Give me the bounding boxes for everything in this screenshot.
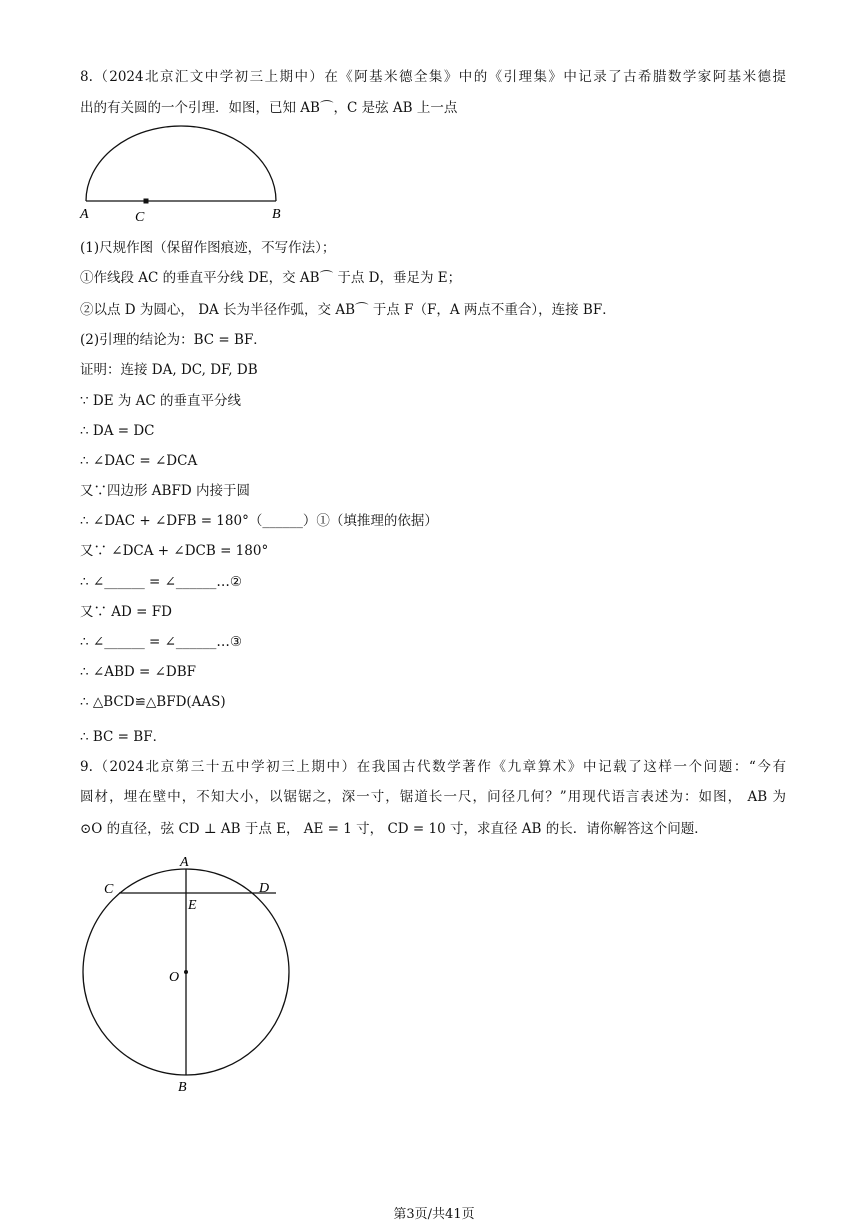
point-c [144,199,149,204]
q8-intro-line1: 8.（2024北京汇文中学初三上期中）在《阿基米德全集》中的《引理集》中记录了古希腊数学家阿基米德提 [80,69,786,85]
proof-line-blank-1: ∴ ∠DAC + ∠DFB = 180°（______）①（填推理的依据） [80,513,438,529]
page-number: 第3页/共41页 [393,1207,475,1222]
proof-line: ∴ ∠DAC = ∠DCA [80,453,198,469]
label-b: B [272,207,281,222]
proof-line-blank-3: ∴ ∠______ = ∠______…③ [80,634,242,650]
q8-intro-line2: 出的有关圆的一个引理．如图，已知 AB⌒，C 是弦 AB 上一点 [80,100,458,116]
proof-line: 又∵ AD = FD [80,604,172,620]
label-c: C [135,210,145,224]
q8-part1-title: (1)尺规作图（保留作图痕迹，不写作法）； [80,240,336,256]
proof-line: 证明：连接 DA, DC, DF, DB [80,362,258,378]
q9-line2: 圆材，埋在壁中，不知大小，以锯锯之，深一寸，锯道长一尺，问径几何？”用现代语言表述为：如图， AB 为 [80,789,786,805]
label-o: O [169,970,180,985]
proof-line: ∴ BC = BF． [80,729,167,745]
label-d: D [259,881,270,896]
arc-ab [86,126,276,201]
proof-line: 又∵ ∠DCA + ∠DCB = 180° [80,543,269,559]
label-a: A [80,207,89,222]
proof-line: ∴ ∠ABD = ∠DBF [80,664,197,680]
proof-line: ∴ DA = DC [80,423,155,439]
label-e: E [188,898,197,913]
q9-circle-figure [76,852,298,1096]
label-b: B [178,1080,187,1095]
q9-line3: ⊙O 的直径，弦 CD ⊥ AB 于点 E， AE = 1 寸， CD = 10 寸，求直径 AB 的长．请你解答这个问题． [80,821,708,837]
proof-line: ∴ △BCD≌△BFD(AAS) [80,694,226,710]
q8-semicircle-figure [76,124,288,224]
proof-line: ∵ DE 为 AC 的垂直平分线 [80,393,242,409]
point-o [184,970,188,974]
label-a: A [180,855,189,870]
q8-part2-title: (2)引理的结论为：BC = BF． [80,332,267,348]
label-c: C [104,882,114,897]
q8-step2: ②以点 D 为圆心， DA 长为半径作弧，交 AB⌒ 于点 F（F，A 两点不重合），连接 BF． [80,302,616,318]
proof-line-blank-2: ∴ ∠______ = ∠______…② [80,574,242,590]
proof-line: 又∵四边形 ABFD 内接于圆 [80,483,250,499]
q9-line1: 9.（2024北京第三十五中学初三上期中）在我国古代数学著作《九章算术》中记载了这样一个问题：“今有 [80,759,786,775]
q8-step1: ①作线段 AC 的垂直平分线 DE，交 AB⌒ 于点 D，垂足为 E； [80,270,462,286]
